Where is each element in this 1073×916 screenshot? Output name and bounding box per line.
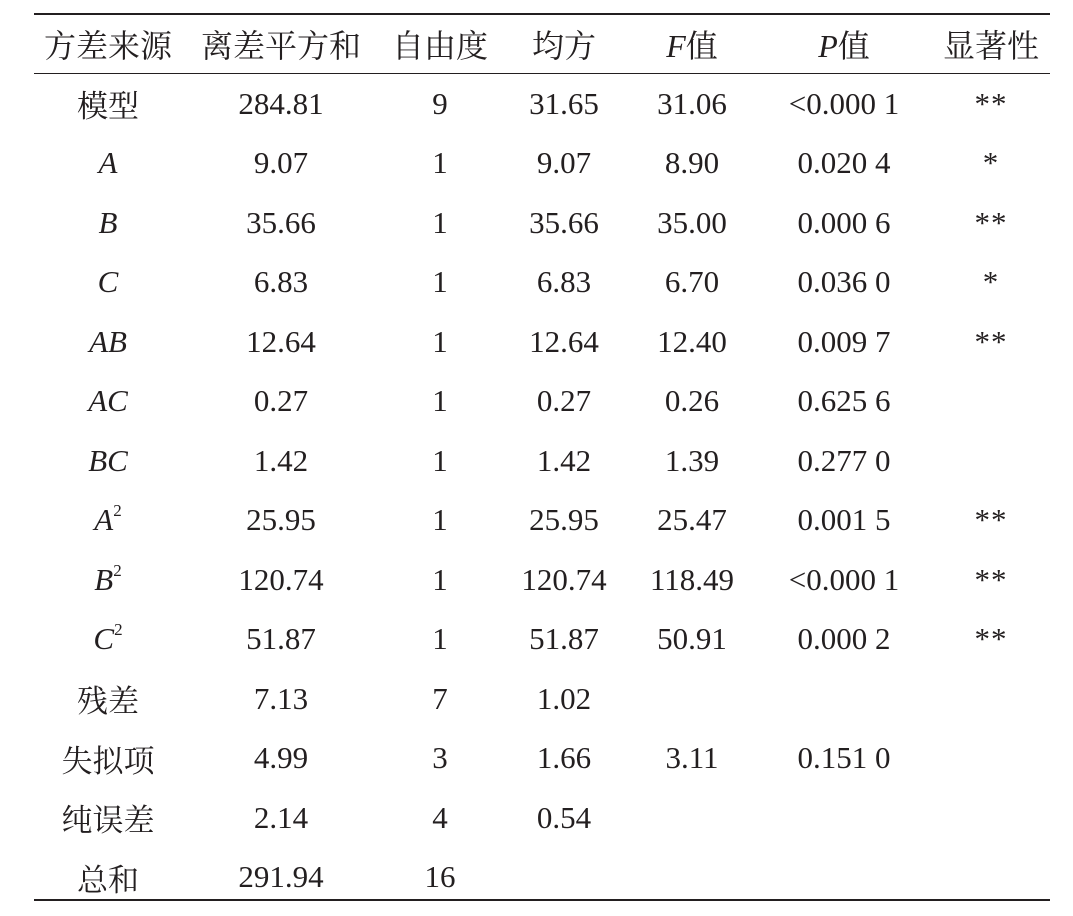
f-value-cell: 35.00 xyxy=(657,204,727,240)
mean-square-cell: 0.54 xyxy=(536,799,592,835)
source-cell xyxy=(34,372,182,432)
mean-square-cell: 6.83 xyxy=(536,264,592,300)
df-cell: 3 xyxy=(432,740,448,776)
f-value-cell: 25.47 xyxy=(657,502,727,538)
mean-square-cell: 120.74 xyxy=(521,561,607,597)
table-body xyxy=(34,73,1050,907)
source-label: A xyxy=(98,145,118,181)
header-mean-square: 均方 xyxy=(531,28,596,64)
sum-of-squares-cell: 0.27 xyxy=(253,383,309,419)
source-cell xyxy=(34,73,182,134)
p-value-cell: 0.036 0 xyxy=(797,264,891,300)
df-cell: 1 xyxy=(432,442,448,478)
f-value-cell: 8.90 xyxy=(664,145,720,181)
significance-cell: * xyxy=(982,264,1000,300)
header-source: 方差来源 xyxy=(43,28,172,64)
sum-of-squares-cell: 35.66 xyxy=(246,204,316,240)
significance-cell xyxy=(932,848,1050,908)
p-value-cell: 0.009 7 xyxy=(797,323,891,359)
source-label: B xyxy=(94,561,114,597)
table-row xyxy=(34,610,1050,670)
source-cell xyxy=(34,848,182,908)
anova-table xyxy=(34,15,1050,907)
mean-square-cell: 0.27 xyxy=(536,383,592,419)
f-value-cell: 31.06 xyxy=(657,85,727,121)
mean-square-cell: 1.02 xyxy=(536,680,592,716)
sum-of-squares-cell: 12.64 xyxy=(246,323,316,359)
significance-cell: ** xyxy=(974,621,1008,657)
source-cell xyxy=(34,491,182,551)
header-p-value xyxy=(756,15,932,73)
source-label: 纯误差 xyxy=(61,803,155,839)
header-f-value-symbol: F xyxy=(666,28,686,64)
mean-square-cell: 1.66 xyxy=(536,740,592,776)
mean-square-cell: 25.95 xyxy=(529,502,599,538)
sum-of-squares-cell: 9.07 xyxy=(253,145,309,181)
p-value-cell xyxy=(756,788,932,848)
significance-cell: ** xyxy=(974,85,1008,121)
source-exponent: 2 xyxy=(113,501,122,521)
source-label: A xyxy=(94,502,114,538)
table-row xyxy=(34,788,1050,848)
sum-of-squares-cell: 25.95 xyxy=(246,502,316,538)
p-value-cell: 0.277 0 xyxy=(797,442,891,478)
source-exponent: 2 xyxy=(113,560,122,580)
p-value-cell: 0.625 6 xyxy=(797,383,891,419)
p-value-cell xyxy=(756,669,932,729)
source-label: B xyxy=(98,204,118,240)
source-cell xyxy=(34,134,182,194)
sum-of-squares-cell: 2.14 xyxy=(253,799,309,835)
table-row xyxy=(34,550,1050,610)
significance-cell xyxy=(932,372,1050,432)
mean-square-cell: 9.07 xyxy=(536,145,592,181)
source-label: C xyxy=(97,264,119,300)
f-value-cell: 12.40 xyxy=(657,323,727,359)
f-value-cell: 1.39 xyxy=(664,442,720,478)
source-cell xyxy=(34,550,182,610)
df-cell: 1 xyxy=(432,323,448,359)
df-cell: 16 xyxy=(424,859,456,895)
significance-cell: ** xyxy=(974,323,1008,359)
significance-cell: ** xyxy=(974,502,1008,538)
df-cell: 1 xyxy=(432,145,448,181)
source-cell xyxy=(34,729,182,789)
f-value-cell xyxy=(628,788,756,848)
source-label: BC xyxy=(88,442,128,478)
source-label: 失拟项 xyxy=(61,743,155,779)
header-degrees-of-freedom: 自由度 xyxy=(391,28,488,64)
source-label: AC xyxy=(88,383,128,419)
df-cell: 1 xyxy=(432,383,448,419)
header-f-value-label: 值 xyxy=(685,28,718,64)
mean-square-cell: 12.64 xyxy=(529,323,599,359)
source-exponent: 2 xyxy=(114,620,123,640)
significance-cell xyxy=(932,431,1050,491)
sum-of-squares-cell: 51.87 xyxy=(246,621,316,657)
source-cell xyxy=(34,312,182,372)
source-label: AB xyxy=(89,323,127,359)
f-value-cell: 50.91 xyxy=(657,621,727,657)
sum-of-squares-cell: 4.99 xyxy=(253,740,309,776)
source-cell xyxy=(34,669,182,729)
table-row xyxy=(34,669,1050,729)
table-row xyxy=(34,312,1050,372)
source-cell xyxy=(34,610,182,670)
mean-square-cell: 31.65 xyxy=(529,85,599,121)
significance-cell: ** xyxy=(974,204,1008,240)
table-row xyxy=(34,848,1050,908)
p-value-cell xyxy=(756,848,932,908)
p-value-cell: 0.000 6 xyxy=(797,204,891,240)
f-value-cell xyxy=(628,669,756,729)
mean-square-cell xyxy=(500,848,628,908)
table-row xyxy=(34,193,1050,253)
f-value-cell: 118.49 xyxy=(649,561,735,597)
df-cell: 7 xyxy=(432,680,448,716)
table-row xyxy=(34,73,1050,134)
significance-cell xyxy=(932,669,1050,729)
header-significance: 显著性 xyxy=(942,28,1039,64)
df-cell: 1 xyxy=(432,621,448,657)
df-cell: 1 xyxy=(432,561,448,597)
source-cell xyxy=(34,431,182,491)
p-value-cell: 0.151 0 xyxy=(797,740,891,776)
f-value-cell: 6.70 xyxy=(664,264,720,300)
source-label: 总和 xyxy=(77,862,139,898)
table-row xyxy=(34,134,1050,194)
p-value-cell: 0.020 4 xyxy=(797,145,891,181)
table-row xyxy=(34,372,1050,432)
p-value-cell: 0.000 2 xyxy=(797,621,891,657)
df-cell: 9 xyxy=(432,85,448,121)
p-value-cell: <0.000 1 xyxy=(788,561,900,597)
table-row xyxy=(34,491,1050,551)
mean-square-cell: 35.66 xyxy=(529,204,599,240)
source-label: 残差 xyxy=(77,684,139,720)
f-value-cell: 0.26 xyxy=(664,383,720,419)
mean-square-cell: 1.42 xyxy=(536,442,592,478)
p-value-cell: <0.000 1 xyxy=(788,85,900,121)
table-row xyxy=(34,431,1050,491)
header-sum-of-squares: 离差平方和 xyxy=(200,28,361,64)
f-value-cell: 3.11 xyxy=(665,740,719,776)
source-cell xyxy=(34,253,182,313)
sum-of-squares-cell: 284.81 xyxy=(238,85,324,121)
header-p-value-label: 值 xyxy=(837,28,870,64)
table-row xyxy=(34,253,1050,313)
header-row xyxy=(34,15,1050,73)
p-value-cell: 0.001 5 xyxy=(797,502,891,538)
header-f-value xyxy=(628,15,756,73)
source-cell xyxy=(34,788,182,848)
df-cell: 1 xyxy=(432,204,448,240)
df-cell: 4 xyxy=(432,799,448,835)
mean-square-cell: 51.87 xyxy=(529,621,599,657)
df-cell: 1 xyxy=(432,264,448,300)
sum-of-squares-cell: 1.42 xyxy=(253,442,309,478)
significance-cell: * xyxy=(982,145,1000,181)
table-header xyxy=(34,15,1050,73)
source-cell xyxy=(34,193,182,253)
source-label: C xyxy=(93,621,115,657)
source-label: 模型 xyxy=(77,89,139,125)
f-value-cell xyxy=(628,848,756,908)
sum-of-squares-cell: 291.94 xyxy=(238,859,324,895)
sum-of-squares-cell: 120.74 xyxy=(238,561,324,597)
significance-cell xyxy=(932,788,1050,848)
header-p-value-symbol: P xyxy=(818,28,838,64)
sum-of-squares-cell: 7.13 xyxy=(253,680,309,716)
sum-of-squares-cell: 6.83 xyxy=(253,264,309,300)
table-row xyxy=(34,729,1050,789)
significance-cell: ** xyxy=(974,561,1008,597)
df-cell: 1 xyxy=(432,502,448,538)
significance-cell xyxy=(932,729,1050,789)
